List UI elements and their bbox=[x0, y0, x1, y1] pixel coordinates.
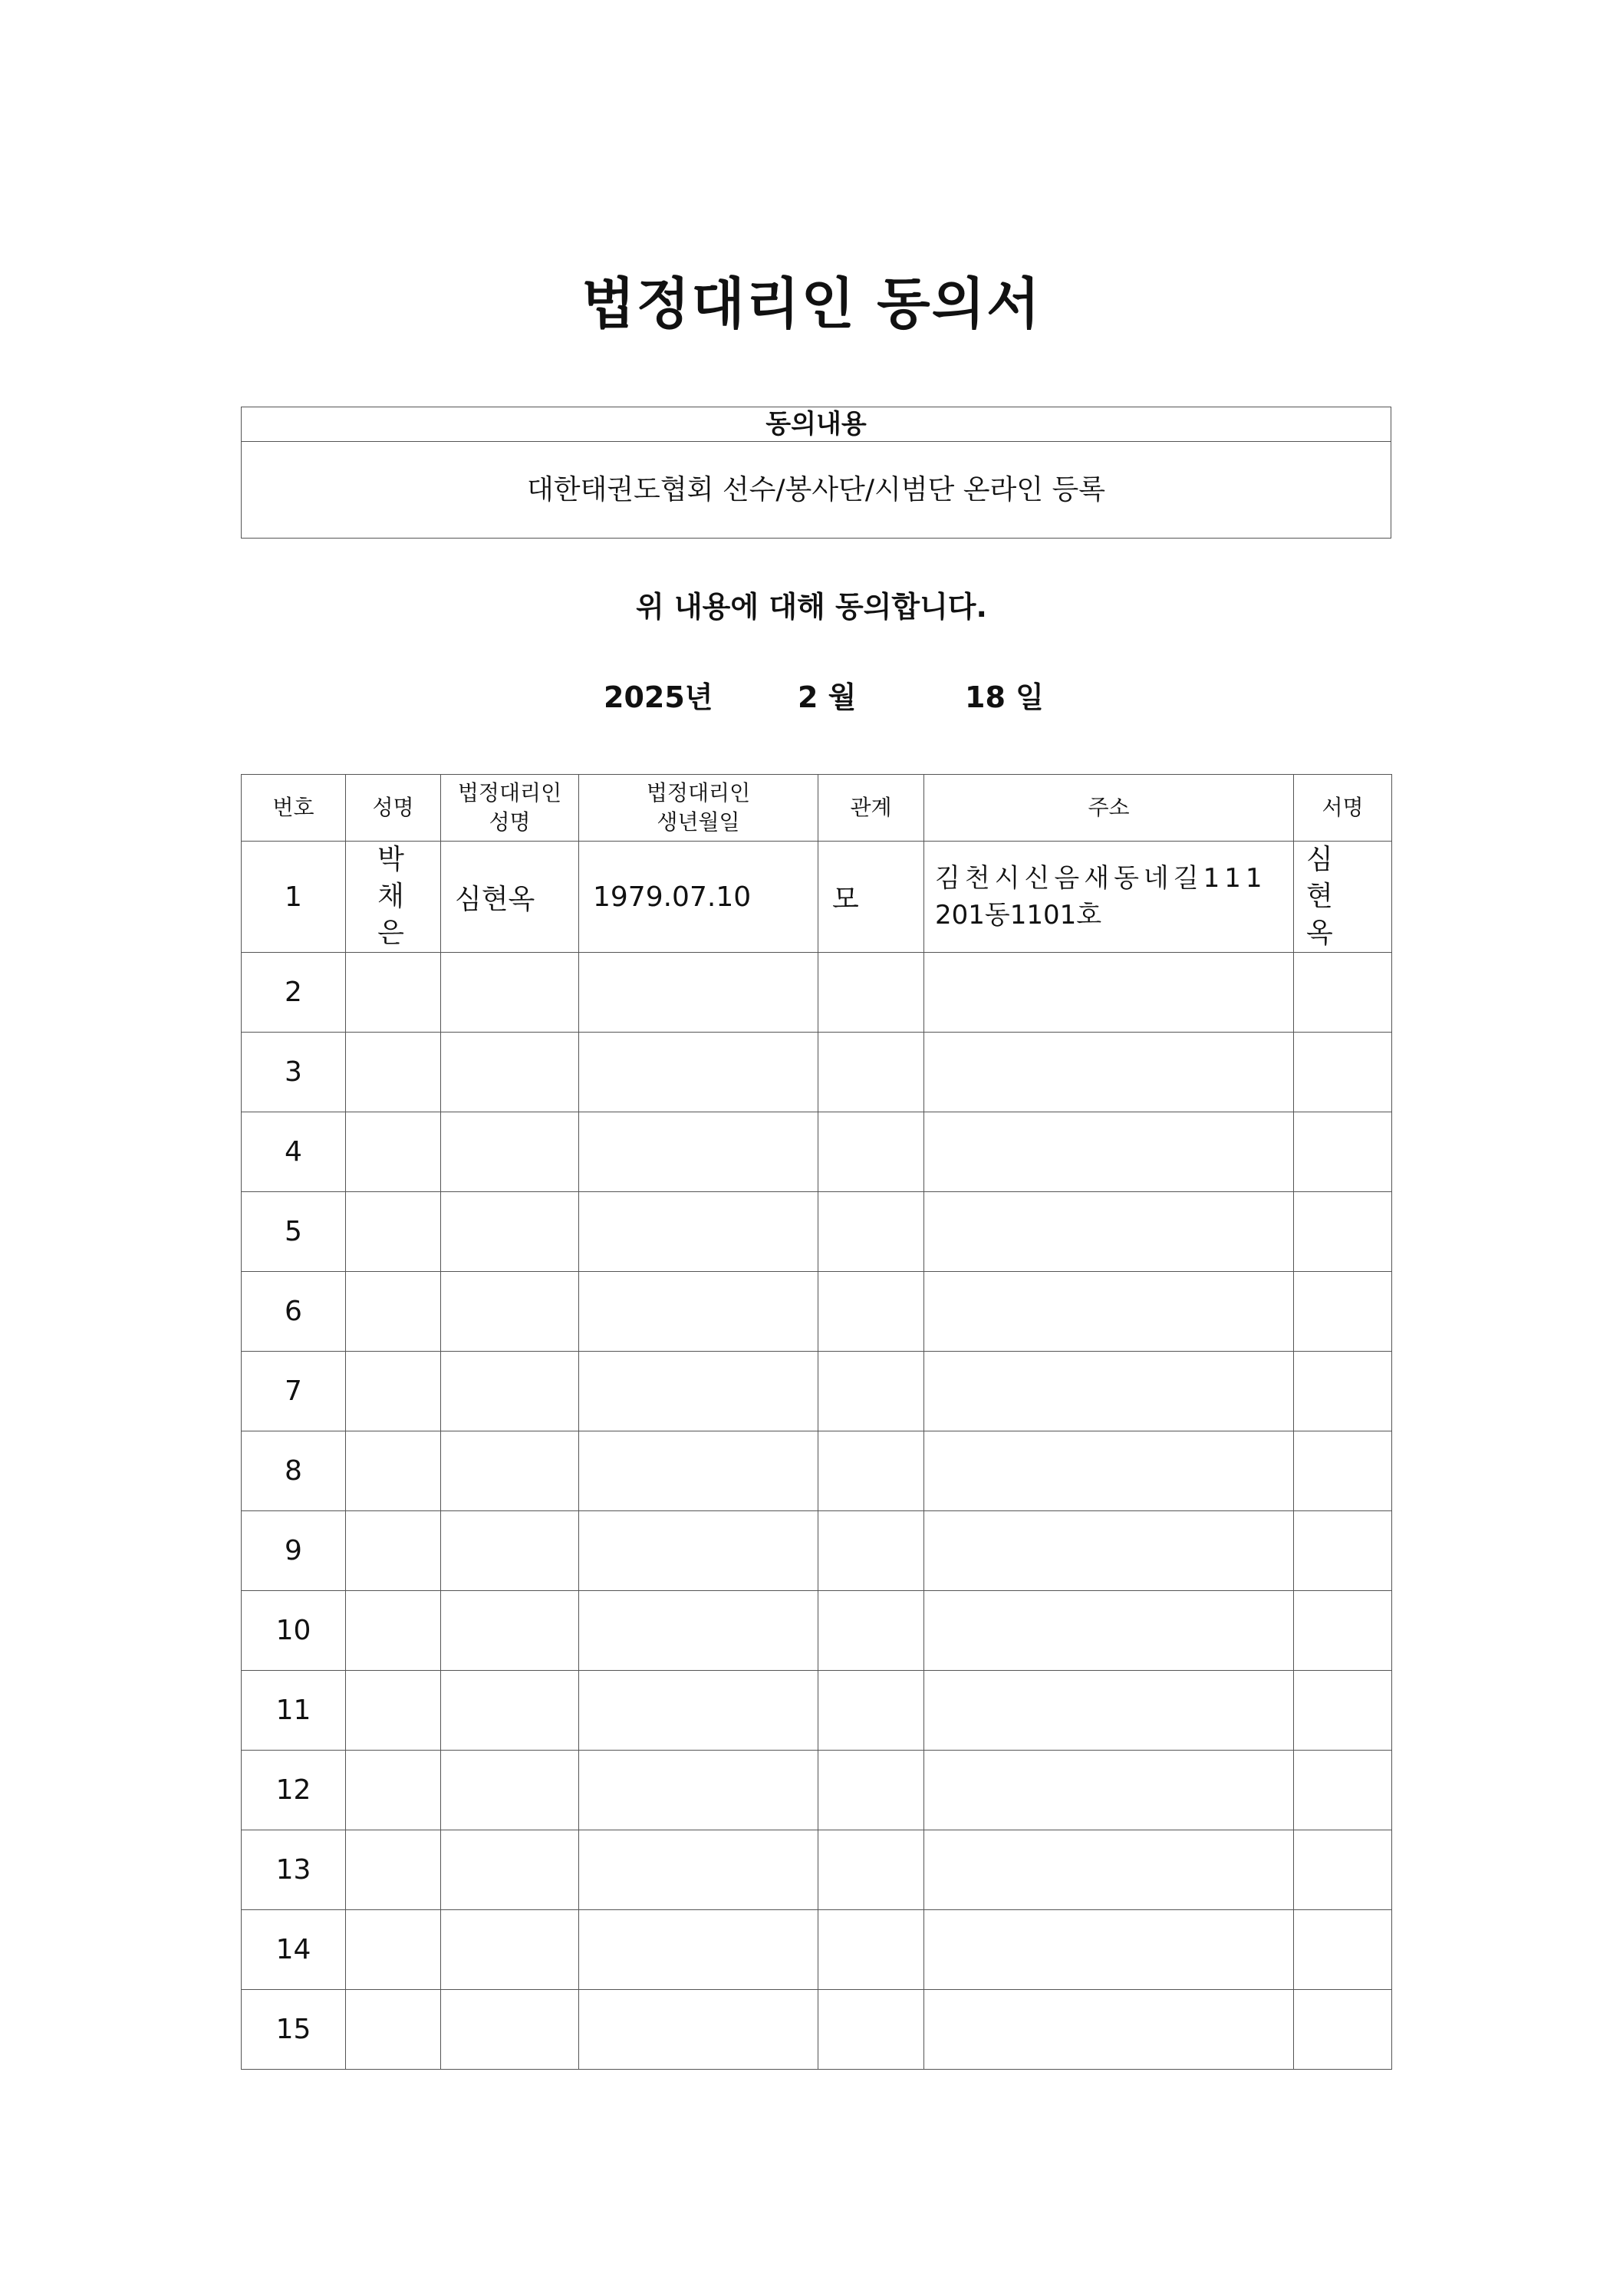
cell-address bbox=[924, 1591, 1294, 1671]
cell-address-line1: 김천시신음새동네길111 bbox=[935, 863, 1267, 894]
cell-address bbox=[924, 1830, 1294, 1910]
cell-name bbox=[346, 1910, 441, 1990]
consent-content: 대한태권도협회 선수/봉사단/시범단 온라인 등록 bbox=[526, 474, 1106, 506]
cell-relation bbox=[818, 1671, 924, 1751]
cell-address bbox=[924, 1112, 1294, 1192]
cell-guardian-birth bbox=[579, 1431, 818, 1511]
cell-relation bbox=[818, 1112, 924, 1192]
cell-signature bbox=[1294, 1671, 1392, 1751]
cell-address bbox=[924, 1910, 1294, 1990]
table-row bbox=[242, 1751, 1392, 1830]
cell-signature bbox=[1294, 953, 1392, 1033]
cell-signature bbox=[1294, 1431, 1392, 1511]
cell-guardian-birth bbox=[579, 1352, 818, 1431]
table-row bbox=[242, 1112, 1392, 1192]
header-guardian-birth-line1: 법정대리인 bbox=[646, 780, 751, 805]
cell-no: 3 bbox=[242, 1033, 346, 1112]
table-row bbox=[242, 953, 1392, 1033]
cell-name bbox=[346, 1990, 441, 2070]
header-guardian-name-line2: 성명 bbox=[489, 809, 531, 835]
cell-guardian-name bbox=[441, 1910, 579, 1990]
cell-guardian-birth bbox=[579, 1192, 818, 1272]
cell-guardian-birth bbox=[579, 1511, 818, 1591]
cell-guardian-name bbox=[441, 953, 579, 1033]
cell-guardian-birth bbox=[579, 1591, 818, 1671]
cell-signature-line1: 심 현 bbox=[1306, 844, 1350, 912]
table-row bbox=[242, 1272, 1392, 1352]
cell-name bbox=[346, 1671, 441, 1751]
table-row bbox=[242, 1990, 1392, 2070]
table-row bbox=[242, 1830, 1392, 1910]
cell-relation bbox=[818, 1272, 924, 1352]
table-row bbox=[242, 842, 1392, 953]
cell-guardian-name: 심현옥 bbox=[441, 842, 579, 953]
cell-guardian-name bbox=[441, 1352, 579, 1431]
cell-address bbox=[924, 842, 1294, 953]
cell-signature bbox=[1294, 842, 1392, 953]
cell-no: 10 bbox=[242, 1591, 346, 1671]
cell-guardian-name bbox=[441, 1511, 579, 1591]
table-row bbox=[242, 1033, 1392, 1112]
header-name: 성명 bbox=[346, 775, 441, 842]
table-row bbox=[242, 1352, 1392, 1431]
cell-name bbox=[346, 1830, 441, 1910]
cell-name bbox=[346, 1511, 441, 1591]
header-signature: 서명 bbox=[1294, 775, 1392, 842]
cell-relation bbox=[818, 1751, 924, 1830]
cell-name bbox=[346, 1591, 441, 1671]
cell-relation: 모 bbox=[818, 842, 924, 953]
cell-address bbox=[924, 1751, 1294, 1830]
table-header-row bbox=[242, 775, 1392, 842]
guardian-table-body bbox=[242, 775, 1392, 2070]
cell-guardian-birth bbox=[579, 1751, 818, 1830]
cell-no: 8 bbox=[242, 1431, 346, 1511]
cell-signature bbox=[1294, 1511, 1392, 1591]
cell-no: 13 bbox=[242, 1830, 346, 1910]
cell-address bbox=[924, 1192, 1294, 1272]
consent-heading: 동의내용 bbox=[242, 407, 1391, 442]
cell-guardian-name bbox=[441, 1033, 579, 1112]
date-year: 2025년 bbox=[604, 680, 713, 714]
cell-address-line2: 201동1101호 bbox=[935, 900, 1102, 931]
cell-no: 14 bbox=[242, 1910, 346, 1990]
cell-no: 15 bbox=[242, 1990, 346, 2070]
cell-guardian-birth bbox=[579, 1112, 818, 1192]
cell-name-line1: 박 채 bbox=[377, 844, 416, 912]
cell-no: 4 bbox=[242, 1112, 346, 1192]
cell-guardian-name bbox=[441, 1192, 579, 1272]
cell-name bbox=[346, 1751, 441, 1830]
cell-signature bbox=[1294, 1272, 1392, 1352]
cell-address bbox=[924, 1511, 1294, 1591]
cell-name bbox=[346, 1352, 441, 1431]
cell-no: 9 bbox=[242, 1511, 346, 1591]
cell-signature bbox=[1294, 1910, 1392, 1990]
table-row bbox=[242, 1671, 1392, 1751]
cell-no: 11 bbox=[242, 1671, 346, 1751]
cell-signature bbox=[1294, 1033, 1392, 1112]
cell-name bbox=[346, 1033, 441, 1112]
cell-guardian-name bbox=[441, 1751, 579, 1830]
cell-guardian-birth bbox=[579, 1033, 818, 1112]
cell-signature bbox=[1294, 1751, 1392, 1830]
header-guardian-birth-line2: 생년월일 bbox=[657, 809, 740, 835]
cell-address bbox=[924, 1352, 1294, 1431]
cell-address bbox=[924, 1671, 1294, 1751]
cell-signature-line2: 옥 bbox=[1306, 917, 1350, 949]
table-row bbox=[242, 1591, 1392, 1671]
cell-no: 7 bbox=[242, 1352, 346, 1431]
cell-name bbox=[346, 953, 441, 1033]
cell-relation bbox=[818, 1431, 924, 1511]
cell-no: 2 bbox=[242, 953, 346, 1033]
table-row bbox=[242, 1431, 1392, 1511]
cell-relation bbox=[818, 1910, 924, 1990]
cell-relation bbox=[818, 1990, 924, 2070]
cell-guardian-birth bbox=[579, 1990, 818, 2070]
cell-signature bbox=[1294, 1112, 1392, 1192]
cell-guardian-name bbox=[441, 1830, 579, 1910]
cell-signature bbox=[1294, 1352, 1392, 1431]
cell-guardian-birth bbox=[579, 1272, 818, 1352]
cell-relation bbox=[818, 953, 924, 1033]
cell-address bbox=[924, 1272, 1294, 1352]
cell-guardian-birth bbox=[579, 1910, 818, 1990]
agreement-statement: 위 내용에 대해 동의합니다. bbox=[636, 590, 987, 624]
table-row bbox=[242, 1192, 1392, 1272]
cell-address bbox=[924, 1431, 1294, 1511]
cell-name bbox=[346, 1431, 441, 1511]
cell-relation bbox=[818, 1033, 924, 1112]
header-relation: 관계 bbox=[818, 775, 924, 842]
cell-guardian-name bbox=[441, 1990, 579, 2070]
cell-name bbox=[346, 1272, 441, 1352]
cell-signature bbox=[1294, 1830, 1392, 1910]
cell-address bbox=[924, 1990, 1294, 2070]
table-row bbox=[242, 1910, 1392, 1990]
cell-address bbox=[924, 1033, 1294, 1112]
cell-guardian-name bbox=[441, 1272, 579, 1352]
consent-box bbox=[241, 407, 1391, 539]
header-guardian-name-line1: 법정대리인 bbox=[457, 780, 562, 805]
cell-address bbox=[924, 953, 1294, 1033]
cell-relation bbox=[818, 1511, 924, 1591]
cell-no: 5 bbox=[242, 1192, 346, 1272]
cell-signature bbox=[1294, 1990, 1392, 2070]
header-guardian-birth bbox=[579, 775, 818, 842]
header-address: 주소 bbox=[924, 775, 1294, 842]
cell-relation bbox=[818, 1830, 924, 1910]
cell-guardian-name bbox=[441, 1671, 579, 1751]
cell-guardian-birth bbox=[579, 1671, 818, 1751]
header-no: 번호 bbox=[242, 775, 346, 842]
cell-signature bbox=[1294, 1192, 1392, 1272]
cell-guardian-name bbox=[441, 1431, 579, 1511]
cell-relation bbox=[818, 1192, 924, 1272]
cell-name-line2: 은 bbox=[377, 917, 416, 949]
cell-name bbox=[346, 842, 441, 953]
cell-no: 1 bbox=[242, 842, 346, 953]
document-title: 법정대리인 동의서 bbox=[581, 272, 1042, 336]
cell-no: 6 bbox=[242, 1272, 346, 1352]
cell-signature bbox=[1294, 1591, 1392, 1671]
cell-relation bbox=[818, 1591, 924, 1671]
guardian-table bbox=[241, 774, 1392, 2070]
cell-no: 12 bbox=[242, 1751, 346, 1830]
cell-name bbox=[346, 1192, 441, 1272]
date-day: 18 일 bbox=[965, 680, 1044, 714]
cell-guardian-birth bbox=[579, 953, 818, 1033]
cell-relation bbox=[818, 1352, 924, 1431]
cell-guardian-name bbox=[441, 1112, 579, 1192]
cell-guardian-birth bbox=[579, 1830, 818, 1910]
cell-name bbox=[346, 1112, 441, 1192]
table-row bbox=[242, 1511, 1392, 1591]
header-guardian-name bbox=[441, 775, 579, 842]
cell-guardian-name bbox=[441, 1591, 579, 1671]
cell-guardian-birth: 1979.07.10 bbox=[579, 842, 818, 953]
date-month: 2 월 bbox=[798, 680, 857, 714]
